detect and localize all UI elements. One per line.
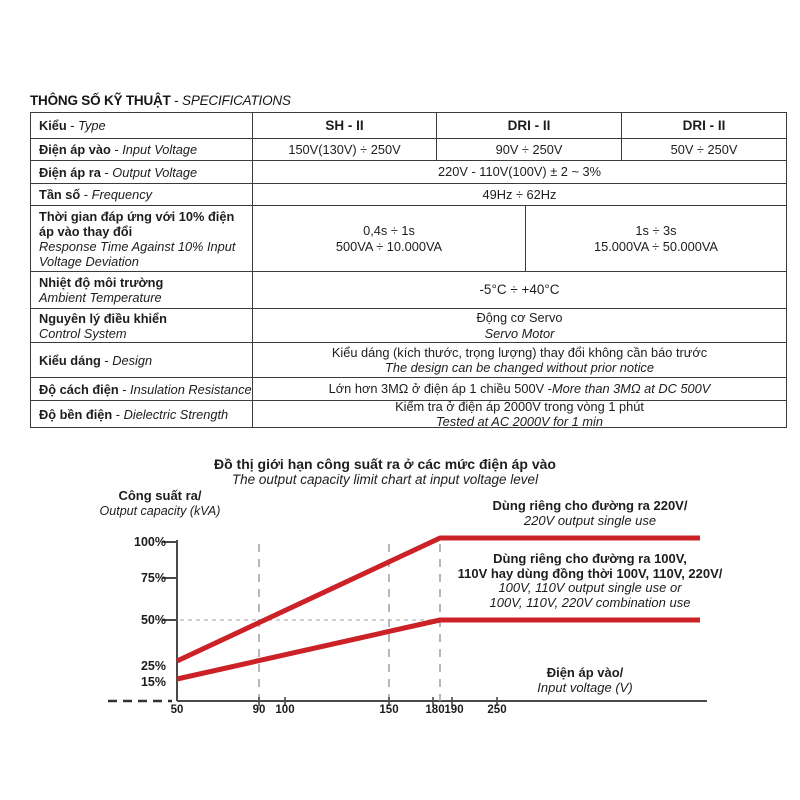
cell-input-voltage-sh2: 150V(130V) ÷ 250V bbox=[253, 139, 437, 160]
table-row-response-time bbox=[31, 206, 786, 272]
table-row-input-voltage bbox=[31, 139, 786, 161]
row-label: Kiểu - Type bbox=[31, 113, 253, 138]
cell-type-dri2-b: DRI - II bbox=[682, 117, 726, 133]
row-label: Tần số - Frequency bbox=[31, 184, 253, 205]
y-tick-label-100: 100% bbox=[134, 535, 166, 549]
cell-type-sh2: SH - II bbox=[253, 113, 437, 138]
table-row-frequency bbox=[31, 184, 786, 206]
y-axis-label: Công suất ra/ Output capacity (kVA) bbox=[99, 488, 221, 518]
chart-title-vi: Đồ thị giới hạn công suất ra ở các mức điện áp vào bbox=[213, 456, 556, 472]
row-label: Thời gian đáp ứng với 10% điện áp vào thay đổi Response Time Against 10% Input Voltage Deviation bbox=[31, 206, 253, 271]
y-tick-label-75: 75% bbox=[140, 571, 166, 585]
x-tick-label-100: 100 bbox=[275, 704, 295, 716]
x-tick-marks bbox=[259, 697, 497, 706]
y-tick-label-25: 25% bbox=[140, 659, 166, 673]
table-row-output-voltage bbox=[31, 161, 786, 184]
row-label: Nhiệt độ môi trường Ambient Temperature bbox=[31, 272, 253, 308]
cell-control-system: Động cơ Servo Servo Motor bbox=[476, 310, 563, 341]
page-title-vi: THÔNG SỐ KỸ THUẬT bbox=[30, 93, 171, 108]
x-tick-label-250: 250 bbox=[487, 704, 507, 716]
page-title-en: SPECIFICATIONS bbox=[182, 93, 291, 108]
table-row-ambient-temperature bbox=[31, 272, 786, 309]
cell-frequency: 49Hz ÷ 62Hz bbox=[482, 186, 557, 202]
line-220v-output bbox=[177, 538, 700, 661]
table-row-type bbox=[31, 113, 786, 139]
row-label: Kiểu dáng - Design bbox=[31, 343, 253, 377]
row-label: Độ bền điện - Dielectric Strength bbox=[31, 401, 253, 427]
table-row-control-system bbox=[31, 309, 786, 343]
cell-response-high-range: 1s ÷ 3s 15.000VA ÷ 50.000VA bbox=[594, 223, 718, 254]
row-label: Điện áp vào - Input Voltage bbox=[31, 139, 253, 160]
cell-ambient-temperature: -5°C ÷ +40°C bbox=[479, 282, 560, 298]
cell-type-dri2-a: DRI - II bbox=[437, 113, 622, 138]
page-title: THÔNG SỐ KỸ THUẬT - SPECIFICATIONS bbox=[30, 93, 291, 108]
y-tick-label-15: 15% bbox=[140, 675, 166, 689]
chart-title-en: The output capacity limit chart at input voltage level bbox=[231, 472, 539, 487]
x-tick-label-90: 90 bbox=[252, 704, 266, 716]
annotation-220v-line: Dùng riêng cho đường ra 220V/ 220V output single use bbox=[492, 498, 688, 528]
row-label: Độ cách điện - Insulation Resistance bbox=[31, 378, 253, 400]
cell-input-voltage-dri2-a: 90V ÷ 250V bbox=[437, 139, 622, 160]
x-tick-label-150: 150 bbox=[379, 704, 399, 716]
cell-response-low-range: 0,4s ÷ 1s 500VA ÷ 10.000VA bbox=[253, 206, 526, 271]
cell-design: Kiểu dáng (kích thước, trọng lượng) thay đổi không cần báo trước The design can be changed without prior notice bbox=[331, 344, 708, 375]
chart-canvas bbox=[100, 530, 720, 730]
chart-title bbox=[150, 456, 620, 488]
cell-input-voltage-dri2-b: 50V ÷ 250V bbox=[670, 141, 738, 157]
x-tick-label-190: 190 bbox=[444, 704, 464, 716]
spec-table bbox=[30, 112, 787, 428]
annotation-100v-110v-line: Dùng riêng cho đường ra 100V, 110V hay dùng đồng thời 100V, 110V, 220V/ 100V, 110V output single use or 100V, 110V, 220V combination use bbox=[457, 551, 723, 610]
table-row-design bbox=[31, 343, 786, 378]
cell-insulation-resistance: Lớn hơn 3MΩ ở điện áp 1 chiều 500V - More than 3MΩ at DC 500V bbox=[328, 381, 711, 397]
line-100v-110v-output bbox=[177, 620, 700, 679]
x-axis-label: Điện áp vào/ Input voltage (V) bbox=[537, 665, 633, 695]
row-label: Nguyên lý điều khiển Control System bbox=[31, 309, 253, 342]
row-label: Điện áp ra - Output Voltage bbox=[31, 161, 253, 183]
y-tick-label-50: 50% bbox=[140, 613, 166, 627]
cell-output-voltage: 220V - 110V(100V) ± 2 ~ 3% bbox=[438, 164, 601, 180]
table-row-dielectric-strength bbox=[31, 398, 786, 429]
x-tick-label-180: 180 bbox=[425, 704, 445, 716]
cell-dielectric-strength: Kiểm tra ở điện áp 2000V trong vòng 1 phút Tested at AC 2000V for 1 min bbox=[395, 398, 644, 429]
x-tick-label-50: 50 bbox=[170, 704, 184, 716]
